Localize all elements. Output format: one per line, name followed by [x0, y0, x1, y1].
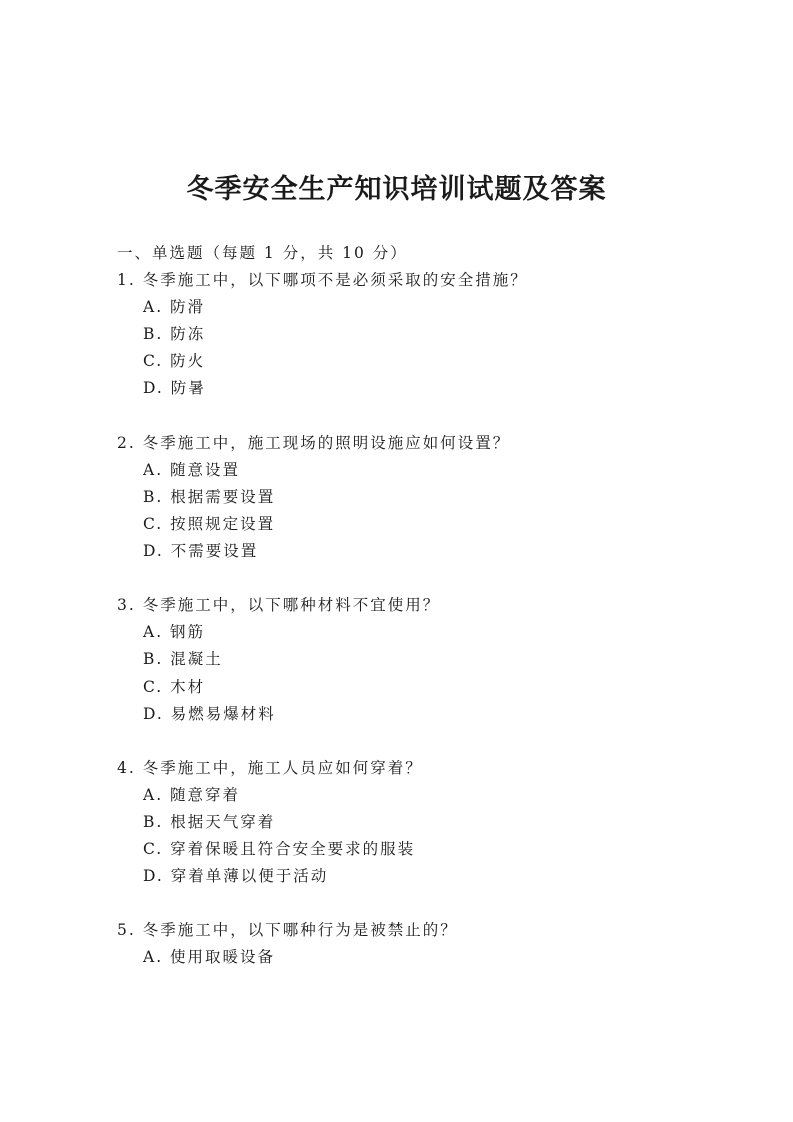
answer-option: A. 防滑 — [143, 298, 206, 317]
answer-option: D. 易燃易爆材料 — [143, 704, 276, 723]
answer-option: D. 穿着单薄以便于活动 — [143, 867, 329, 886]
answer-option: C. 木材 — [143, 677, 206, 696]
paragraph-spacer — [117, 890, 717, 917]
document-title: 冬季安全生产知识培训试题及答案 — [186, 174, 607, 205]
question-stem: 5. 冬季施工中，以下哪种行为是被禁止的？ — [117, 921, 458, 940]
answer-option: C. 穿着保暖且符合安全要求的服装 — [143, 840, 416, 859]
answer-option: C. 按照规定设置 — [143, 514, 276, 533]
answer-option: B. 根据需要设置 — [143, 487, 276, 506]
answer-option: A. 随意设置 — [143, 460, 241, 479]
answer-option: B. 防冻 — [143, 325, 206, 344]
question-stem: 1. 冬季施工中，以下哪项不是必须采取的安全措施？ — [117, 271, 528, 290]
paragraph-spacer — [117, 565, 717, 592]
question-block — [117, 592, 717, 727]
answer-option: A. 钢筋 — [143, 623, 206, 642]
answer-option: B. 混凝土 — [143, 650, 223, 669]
question-block — [117, 917, 717, 971]
answer-option: A. 使用取暖设备 — [143, 948, 276, 967]
question-block — [117, 430, 717, 565]
section-heading: 一、单选题（每题 1 分，共 10 分） — [117, 244, 408, 262]
answer-option: B. 根据天气穿着 — [143, 812, 276, 831]
question-block — [117, 755, 717, 890]
question-stem: 2. 冬季施工中，施工现场的照明设施应如何设置？ — [117, 433, 511, 452]
question-stem: 3. 冬季施工中，以下哪种材料不宜使用？ — [117, 596, 441, 615]
answer-option: A. 随意穿着 — [143, 785, 241, 804]
document-body — [117, 240, 717, 972]
answer-option: D. 防暑 — [143, 379, 206, 398]
answer-option: C. 防火 — [143, 352, 206, 371]
paragraph-spacer — [117, 403, 717, 430]
question-stem: 4. 冬季施工中，施工人员应如何穿着？ — [117, 758, 423, 777]
question-block — [117, 267, 717, 402]
paragraph-spacer — [117, 728, 717, 755]
answer-option: D. 不需要设置 — [143, 542, 259, 561]
